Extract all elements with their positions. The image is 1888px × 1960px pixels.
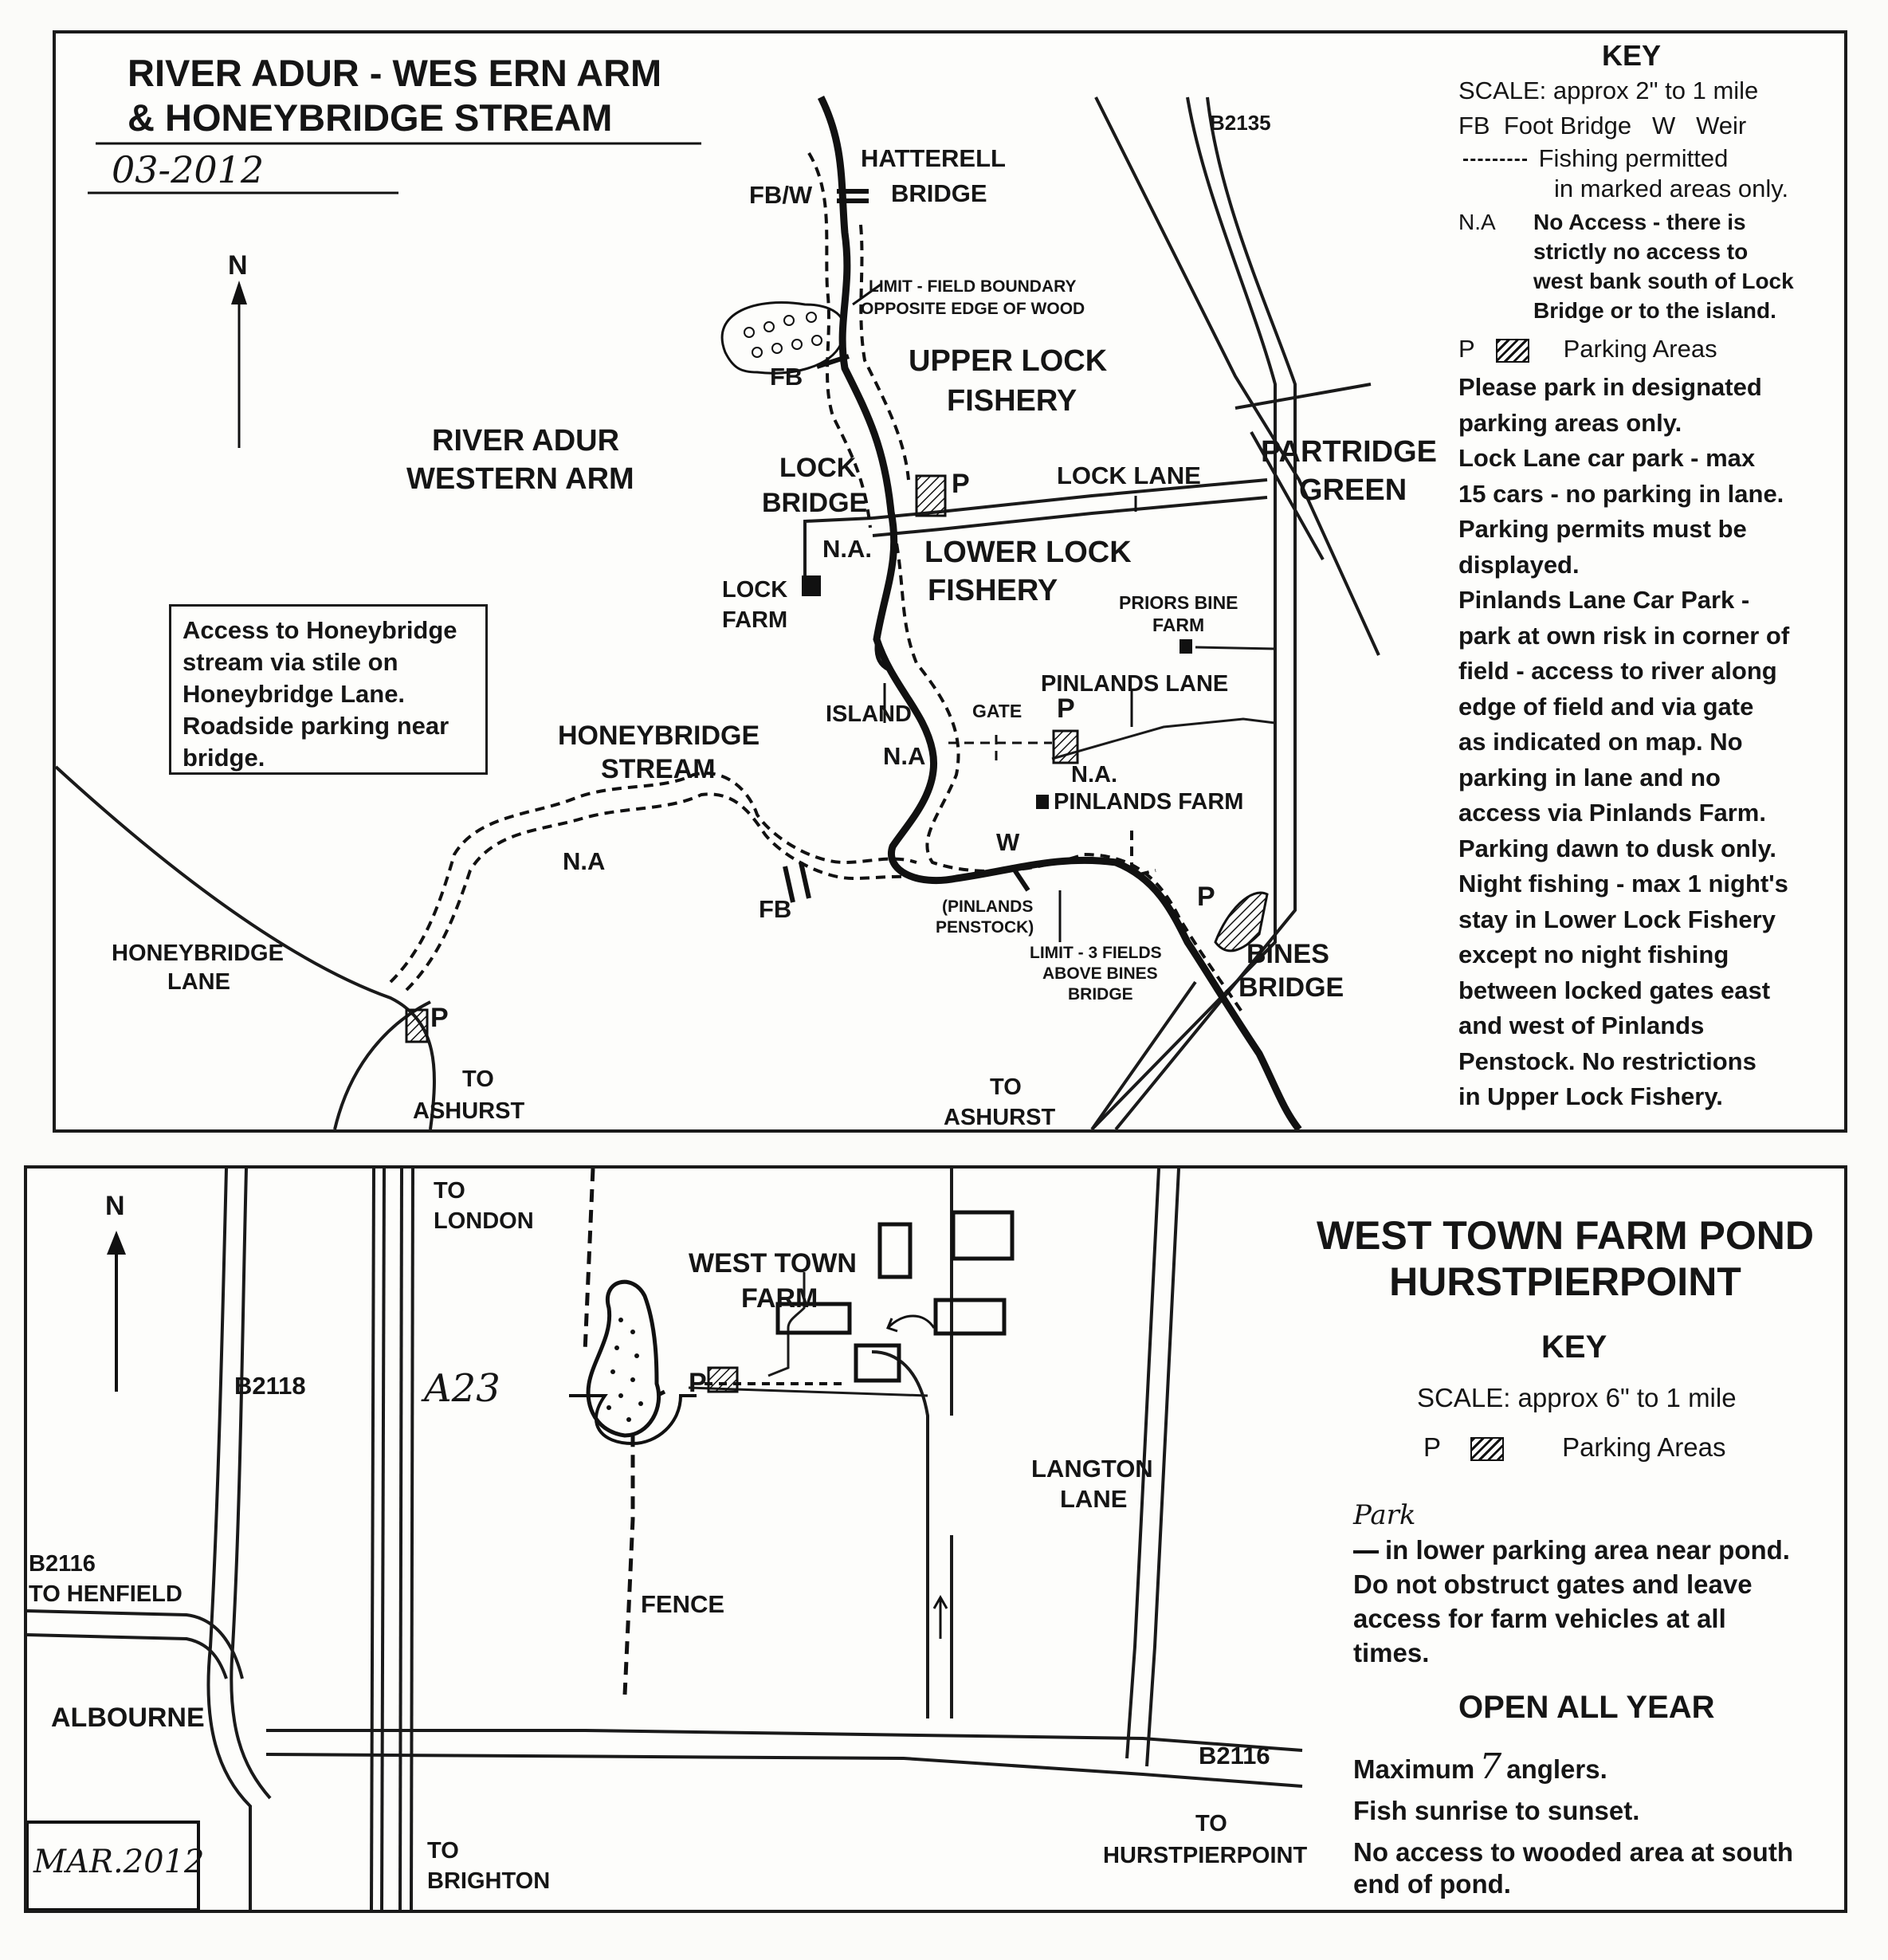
- top-key-na-4: Bridge or to the island.: [1533, 298, 1776, 323]
- top-north-label: N: [228, 250, 248, 281]
- label-green: GREEN: [1299, 473, 1407, 507]
- top-title-line1: RIVER ADUR - WES ERN ARM: [128, 52, 662, 94]
- bottom-key-scale: SCALE: approx 6" to 1 mile: [1417, 1383, 1737, 1412]
- label-lock: LOCK: [779, 453, 857, 483]
- bottom-no-access-2: end of pond.: [1353, 1869, 1511, 1899]
- label-albourne: ALBOURNE: [51, 1703, 205, 1733]
- bottom-max-suffix: anglers.: [1506, 1754, 1607, 1784]
- pond: [588, 1282, 659, 1436]
- fishing-dash-symbol: [1463, 159, 1527, 161]
- label-stream: STREAM: [601, 754, 716, 784]
- top-key-parking-label: Parking Areas: [1563, 335, 1717, 363]
- bottom-key-notes: [1353, 1498, 1839, 1670]
- bottom-map-panel: [24, 1165, 1847, 1913]
- label-p-pinlands: P: [1057, 693, 1075, 724]
- label-priors-bine-1: PRIORS BINE: [1119, 592, 1238, 613]
- honeybridge-access-box: [169, 604, 488, 775]
- label-lock-lane: LOCK LANE: [1057, 462, 1201, 489]
- road-a23-2: [382, 1169, 384, 1910]
- label-hurstpierpoint: HURSTPIERPOINT: [1103, 1843, 1308, 1868]
- north-arrow-head: [231, 281, 247, 304]
- bottom-note-2: Do not obstruct gates and leave: [1353, 1569, 1753, 1599]
- lock-farm-building: [802, 575, 821, 596]
- road-b2116-henfield-b: [27, 1635, 226, 1679]
- access-line-4: Roadside parking near: [183, 712, 449, 740]
- top-key-fishing-1: Fishing permitted: [1538, 144, 1729, 172]
- top-date: 03-2012: [112, 148, 265, 191]
- label-to-hurstpierpoint: TO: [1195, 1811, 1227, 1836]
- label-pinlands-lane: PINLANDS LANE: [1041, 671, 1229, 697]
- top-key: [1458, 38, 1841, 1115]
- label-brighton: BRIGHTON: [427, 1868, 551, 1894]
- label-to-london-to: TO: [434, 1178, 465, 1204]
- bottom-date: MAR.2012: [33, 1844, 205, 1880]
- label-pinlands-farm: PINLANDS FARM: [1054, 789, 1244, 815]
- top-note-6: displayed.: [1458, 550, 1580, 579]
- bottom-note-4: times.: [1353, 1638, 1430, 1667]
- top-key-fb-abbr: FB: [1458, 112, 1490, 139]
- access-line-5: bridge.: [183, 744, 265, 772]
- label-w-weir: W: [996, 828, 1020, 856]
- top-key-w-text: Weir: [1696, 112, 1747, 139]
- top-note-1: Please park in designated: [1458, 373, 1762, 401]
- top-key-fb-text: Foot Bridge: [1503, 112, 1632, 139]
- label-west-town-farm: FARM: [741, 1283, 818, 1314]
- top-key-fb-weir: [1458, 108, 1841, 143]
- bottom-north-arrow-head: [107, 1231, 126, 1255]
- parking-hatch-symbol: [1496, 339, 1529, 363]
- access-line-3: Honeybridge Lane.: [183, 680, 406, 708]
- road-a23-3: [400, 1169, 402, 1910]
- bottom-parking-hatch-symbol: [1470, 1437, 1504, 1461]
- label-fbw: FB/W: [749, 181, 813, 209]
- label-lock-farm-2: FARM: [722, 607, 788, 633]
- top-key-notes: [1458, 370, 1841, 1115]
- top-key-na-abbr: N.A: [1458, 210, 1496, 234]
- bottom-note-1-text: in lower parking area near pond.: [1385, 1535, 1790, 1565]
- label-na-pinlands: N.A.: [1071, 762, 1117, 788]
- label-langton: LANGTON: [1031, 1455, 1153, 1483]
- label-na-island: N.A: [883, 742, 926, 770]
- label-p-lock-lane: P: [952, 469, 970, 499]
- farm-track: [872, 1352, 928, 1718]
- label-limit3-2: ABOVE BINES: [1042, 964, 1158, 983]
- road-to-ashurst-east: [1092, 982, 1195, 1129]
- farm-building-5: [936, 1300, 1004, 1334]
- top-note-14: Parking dawn to dusk only.: [1458, 834, 1777, 862]
- label-fb-upper: FB: [770, 363, 803, 391]
- label-bines-bridge: BRIDGE: [1238, 972, 1344, 1003]
- label-island: ISLAND: [826, 701, 912, 727]
- label-honeybridge-lane-1: HONEYBRIDGE: [112, 941, 284, 966]
- farm-building-1: [880, 1224, 910, 1277]
- parking-pond: [708, 1368, 737, 1392]
- top-note-3: Lock Lane car park - max: [1458, 444, 1756, 472]
- top-key-p-abbr: P: [1458, 335, 1475, 363]
- bottom-north-label: N: [105, 1191, 125, 1221]
- label-west-town: WEST TOWN: [689, 1248, 857, 1279]
- road-pinlands-lane: [1052, 719, 1275, 759]
- label-fb-stream: FB: [759, 895, 792, 923]
- farm-building-2: [953, 1212, 1012, 1259]
- road-priors-bine: [1195, 647, 1275, 649]
- label-p-honeybridge: P: [430, 1003, 449, 1033]
- top-key-heading: KEY: [1602, 39, 1662, 72]
- label-partridge: PARTRIDGE: [1261, 435, 1437, 469]
- top-note-17: except no night fishing: [1458, 941, 1729, 968]
- bottom-no-access-1: No access to wooded area at south: [1353, 1837, 1793, 1867]
- label-priors-bine-2: FARM: [1152, 615, 1205, 635]
- label-limit3-3: BRIDGE: [1068, 985, 1133, 1004]
- top-note-21: in Upper Lock Fishery.: [1458, 1082, 1723, 1110]
- pinlands-farm-building: [1036, 795, 1049, 809]
- label-lower-lock: LOWER LOCK: [924, 536, 1132, 569]
- parking-lock-lane: [917, 476, 945, 516]
- label-b2116-henfield: B2116: [29, 1551, 96, 1577]
- label-penstock-1: (PINLANDS: [942, 898, 1034, 916]
- bottom-open-all-year: OPEN ALL YEAR: [1458, 1690, 1715, 1725]
- bottom-key-heading: KEY: [1541, 1330, 1607, 1365]
- top-note-10: edge of field and via gate: [1458, 692, 1754, 721]
- arrow-to-farm: [888, 1316, 934, 1328]
- label-to-west: TO: [462, 1066, 494, 1092]
- label-to-henfield: TO HENFIELD: [29, 1581, 183, 1607]
- bottom-max-anglers: [1353, 1747, 1607, 1786]
- label-to-brighton: TO: [427, 1838, 459, 1864]
- bottom-key-p-abbr: P: [1423, 1432, 1442, 1462]
- bottom-title-line1: WEST TOWN FARM POND: [1316, 1213, 1815, 1258]
- bottom-fish-time: Fish sunrise to sunset.: [1353, 1796, 1640, 1825]
- label-lock-bridge: BRIDGE: [762, 488, 868, 518]
- top-key-na: [1458, 207, 1841, 325]
- bottom-max-number: 7: [1479, 1746, 1502, 1787]
- bottom-title-line2: HURSTPIERPOINT: [1389, 1259, 1741, 1304]
- label-a23: A23: [424, 1366, 500, 1411]
- top-key-na-2: strictly no access to: [1533, 239, 1749, 264]
- top-note-4: 15 cars - no parking in lane.: [1458, 479, 1784, 508]
- label-p-bines: P: [1197, 882, 1215, 912]
- label-p-pond: P: [689, 1368, 707, 1398]
- fishing-bank-east: [861, 225, 909, 480]
- label-b2118: B2118: [234, 1372, 306, 1400]
- top-note-16: stay in Lower Lock Fishery: [1458, 905, 1776, 933]
- top-key-fishing-2: in marked areas only.: [1554, 175, 1789, 202]
- top-note-18: between locked gates east: [1458, 976, 1771, 1004]
- gate-path: [948, 735, 1052, 767]
- road-a23-1: [371, 1169, 374, 1910]
- access-line-2: stream via stile on: [183, 648, 398, 676]
- parking-pinlands: [1054, 731, 1077, 763]
- top-note-19: and west of Pinlands: [1458, 1011, 1705, 1039]
- top-note-15: Night fishing - max 1 night's: [1458, 870, 1788, 898]
- top-key-parking: [1458, 332, 1841, 367]
- bottom-key-parking-label: Parking Areas: [1562, 1432, 1726, 1462]
- top-note-7: Pinlands Lane Car Park -: [1458, 586, 1750, 614]
- label-hatterell-bridge: BRIDGE: [891, 179, 987, 207]
- label-honeybridge: HONEYBRIDGE: [558, 721, 760, 751]
- label-b2135: B2135: [1210, 111, 1271, 135]
- top-note-13: access via Pinlands Farm.: [1458, 799, 1766, 827]
- label-na-stream: N.A: [563, 847, 606, 875]
- top-map-panel: [53, 30, 1847, 1133]
- fishing-honeybridge-stream-b: [406, 794, 924, 990]
- road-a23-4: [411, 1169, 413, 1910]
- access-line-1: Access to Honeybridge: [183, 616, 457, 644]
- top-key-na-1: No Access - there is: [1533, 210, 1746, 234]
- label-lock-farm-1: LOCK: [722, 577, 788, 603]
- top-note-2: parking areas only.: [1458, 408, 1682, 437]
- priors-bine-farm-building: [1180, 639, 1192, 654]
- top-note-5: Parking permits must be: [1458, 515, 1747, 543]
- top-key-fishing: [1458, 143, 1841, 174]
- label-limit-wood2: OPPOSITE EDGE OF WOOD: [861, 300, 1085, 318]
- bottom-note-1: [1353, 1533, 1839, 1567]
- label-ashurst-east: ASHURST: [944, 1105, 1056, 1130]
- bottom-key-park-word: Park: [1353, 1499, 1416, 1531]
- label-ashurst-west: ASHURST: [413, 1098, 525, 1124]
- road-b2118-east: [231, 1169, 270, 1798]
- parking-honeybridge: [406, 1010, 427, 1042]
- bottom-key-parking: [1423, 1433, 1726, 1463]
- label-lower-fishery: FISHERY: [928, 574, 1058, 607]
- bottom-note-3: access for farm vehicles at all: [1353, 1604, 1726, 1633]
- top-note-11: as indicated on map. No: [1458, 728, 1743, 756]
- label-fence: FENCE: [641, 1590, 725, 1618]
- label-gate: GATE: [972, 701, 1023, 721]
- label-bines: BINES: [1246, 939, 1329, 969]
- label-hatterell: HATTERELL: [861, 144, 1006, 172]
- label-to-east: TO: [990, 1074, 1022, 1100]
- road-diagonal-ne: [1096, 97, 1379, 655]
- top-title-line2: & HONEYBRIDGE STREAM: [128, 96, 613, 139]
- label-na-lock: N.A.: [822, 535, 872, 563]
- label-upper-fishery: FISHERY: [947, 384, 1077, 418]
- label-langton-lane: LANE: [1060, 1485, 1128, 1513]
- top-note-12: parking in lane and no: [1458, 763, 1721, 791]
- label-western-arm: WESTERN ARM: [406, 462, 634, 496]
- label-limit-wood: LIMIT - FIELD BOUNDARY: [869, 277, 1077, 296]
- top-key-na-3: west bank south of Lock: [1533, 269, 1794, 293]
- top-key-w-abbr: W: [1651, 112, 1676, 139]
- label-london: LONDON: [434, 1208, 534, 1234]
- top-note-9: field - access to river along: [1458, 657, 1777, 685]
- label-upper-lock: UPPER LOCK: [909, 344, 1108, 378]
- bottom-max-prefix: Maximum: [1353, 1754, 1475, 1784]
- top-note-8: park at own risk in corner of: [1458, 621, 1790, 650]
- label-honeybridge-lane-2: LANE: [167, 969, 230, 995]
- label-river-adur: RIVER ADUR: [432, 424, 620, 458]
- label-limit3-1: LIMIT - 3 FIELDS: [1030, 944, 1162, 962]
- top-key-scale: SCALE: approx 2" to 1 mile: [1458, 77, 1759, 104]
- label-penstock-2: PENSTOCK): [936, 918, 1034, 937]
- label-b2116: B2116: [1199, 1742, 1270, 1769]
- top-note-20: Penstock. No restrictions: [1458, 1047, 1757, 1075]
